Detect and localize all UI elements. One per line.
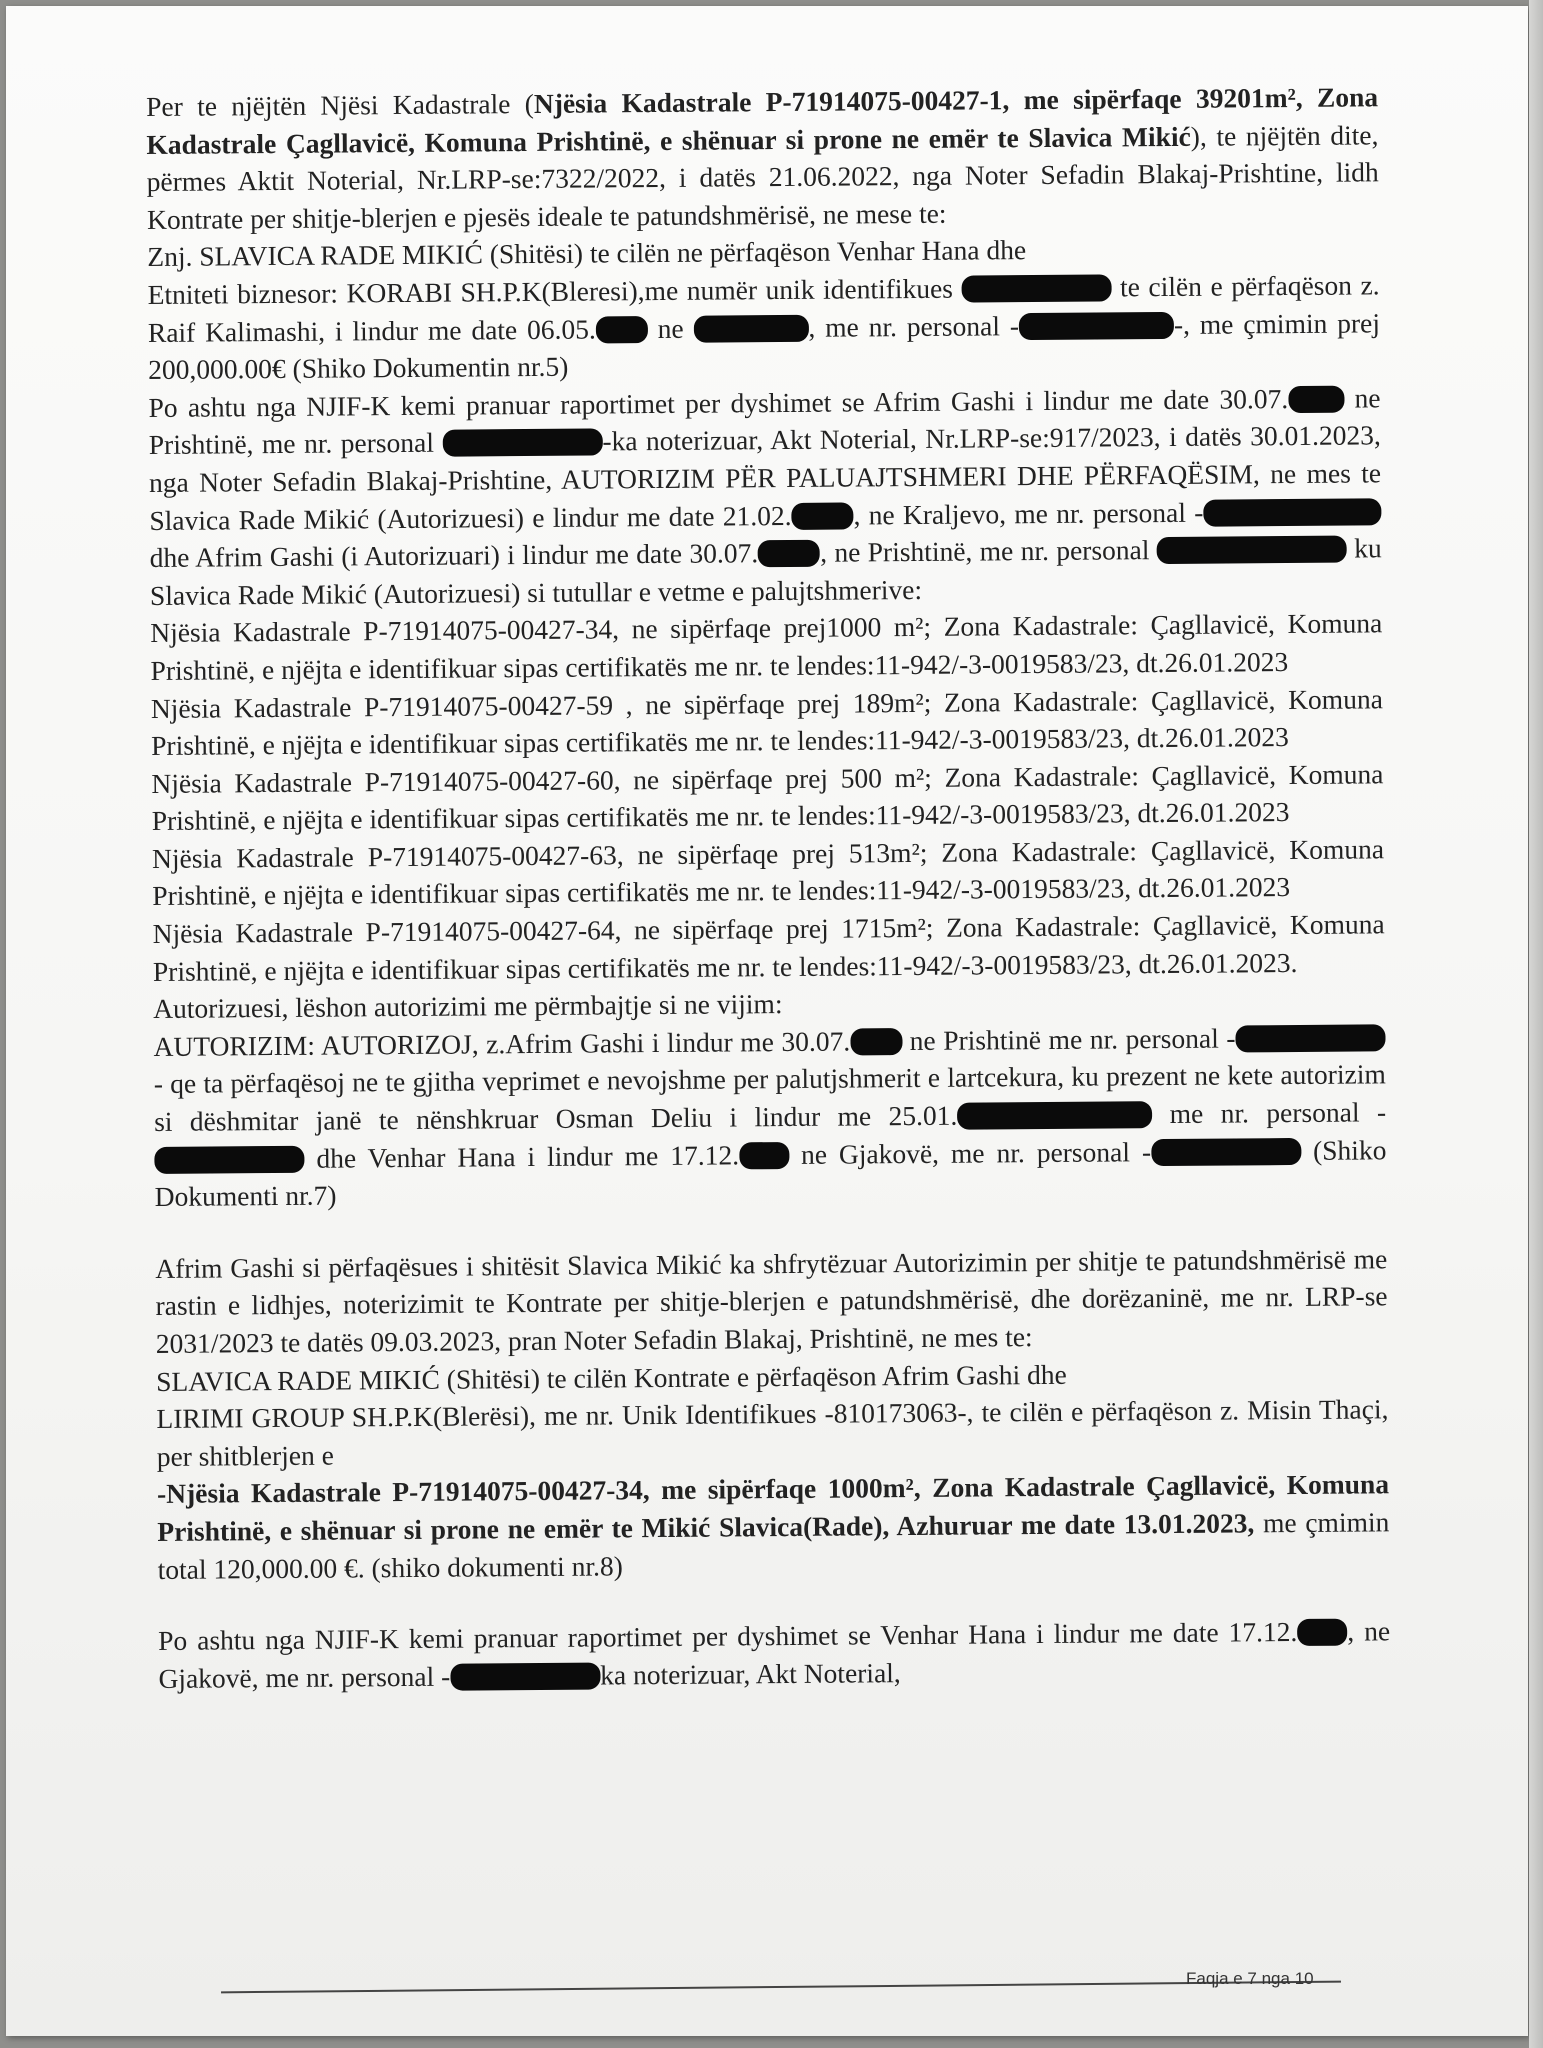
text-run: me çmimin total 120,000.00 €. (shiko dokumenti nr.8): [157, 1506, 1390, 1585]
text-run: Etniteti biznesor: KORABI SH.P.K(Bleresi),me numër unik identifikues: [147, 272, 962, 310]
text-run: , ne Prishtinë, me nr. personal: [820, 534, 1157, 568]
page-number: Faqja e 7 nga 10: [1186, 1969, 1314, 1988]
text-run: Njësia Kadastrale P-71914075-00427-34, ne sipërfaqe prej1000 m²; Zona Kadastrale: Çagllavicë, Komuna Prishtinë, e njëjta e identifikuar sipas certifikatës me nr. te lendes:11-942/-3-0019583/23, dt.26.01.2023: [150, 607, 1383, 686]
text-run: Po ashtu nga NJIF-K kemi pranuar raportimet per dyshimet se Venhar Hana i lindur me date 17.12.: [158, 1616, 1298, 1657]
text-run: ka noterizuar, Akt Noterial,: [600, 1656, 901, 1691]
paragraph: [146, 78, 1379, 238]
redaction-mark: [957, 1101, 1152, 1130]
text-run: Njësia Kadastrale P-71914075-00427-64, ne sipërfaqe prej 1715m²; Zona Kadastrale: Çagllavicë, Komuna Prishtinë, e njëjta e identifikuar sipas certifikatës me nr. te lendes:11-942/-3-0019583/23, dt.26.01.2023.: [152, 908, 1385, 987]
text-run: Po ashtu nga NJIF-K kemi pranuar raportimet per dyshimet se Afrim Gashi i lindur me date 30.07.: [148, 382, 1289, 423]
document-body: [146, 78, 1391, 1697]
text-run: , me nr. personal -: [808, 309, 1020, 343]
page-edge: [1529, 0, 1543, 2048]
text-run: ku Slavica Rade Mikić (Autorizuesi) si tutullar e vetme e palujtshmerive:: [149, 532, 1382, 611]
redaction-mark: [154, 1145, 304, 1173]
redaction-mark: [1297, 1619, 1347, 1646]
paragraph: [151, 755, 1384, 840]
redaction-mark: [961, 274, 1111, 302]
text-run: LIRIMI GROUP SH.P.K(Blerësi), me nr. Unik Identifikues -810173063-, te cilën e përfaqëson z. Misin Thaçi, per shitblerjen e: [156, 1393, 1389, 1472]
text-run: dhe Afrim Gashi (i Autorizuari) i lindur me date 30.07.: [149, 537, 759, 574]
redaction-mark: [850, 1028, 902, 1055]
paragraph: [153, 1018, 1386, 1216]
text-run: ne Prishtinë, me nr. personal: [148, 382, 1381, 461]
paragraph: [148, 379, 1382, 614]
text-run: ), te njëjtën dite, përmes Aktit Noterial, Nr.LRP-se:7322/2022, i datës 21.06.2022, nga Noter Sefadin Blakaj-Prishtine, lidh Kontrate per shitje-blerjen e pjesës ideale te patundshmërisë, ne mese te:: [146, 118, 1379, 235]
redaction-mark: [1235, 1024, 1385, 1052]
text-run: ne Prishtinë me nr. personal -: [902, 1022, 1236, 1056]
redaction-mark: [791, 502, 853, 529]
redaction-mark: [596, 316, 648, 343]
paragraph: [156, 1390, 1389, 1475]
paragraph: [158, 1612, 1391, 1697]
redaction-mark: [450, 1662, 600, 1690]
redaction-mark: [693, 314, 808, 342]
bold-text: -Njësia Kadastrale P-71914075-00427-34, me sipërfaqe 1000m², Zona Kadastrale Çagllavicë, Komuna Prishtinë, e shënuar si prone ne emër te Mikić Slavica(Rade), Azhuruar me date 13.01.2023,: [156, 1468, 1390, 1547]
text-run: -ka noterizuar, Akt Noterial, Nr.LRP-se:917/2023, i datës 30.01.2023, nga Noter Sefadin Blakaj-Prishtine, AUTORIZIM PËR PALUAJTSHMERI DHE PËRFAQËSIM, ne mes te Slavica Rade Mikić (Autorizuesi) e lindur me date 21.02.: [148, 419, 1382, 536]
text-run: Per te njëjtën Njësi Kadastrale (: [146, 87, 535, 122]
redaction-mark: [758, 540, 820, 567]
text-run: - qe ta përfaqësoj ne te gjitha veprimet e nevojshme per palutjshmerit e lartcekura, ku prezent ne kete autorizim si dëshmitar janë te nënshkruar Osman Deliu i lindur me 25.01.: [153, 1058, 1386, 1137]
redaction-mark: [442, 429, 602, 457]
redaction-mark: [1151, 1138, 1301, 1166]
redaction-mark: [1157, 536, 1347, 564]
redaction-mark: [1288, 385, 1344, 412]
paragraph: [157, 1466, 1390, 1588]
bold-text: Njësia Kadastrale P-71914075-00427-1, me sipërfaqe 39201m², Zona Kadastrale Çagllavicë, Komuna Prishtinë, e shënuar si prone ne emër te Slavica Mikić: [146, 81, 1379, 160]
text-run: , ne Gjakovë, me nr. personal -: [158, 1615, 1391, 1694]
text-run: , ne Kraljevo, me nr. personal -: [853, 496, 1204, 530]
paragraph: [147, 266, 1380, 388]
paragraph: [152, 830, 1385, 915]
text-run: SLAVICA RADE MIKIĆ (Shitësi) te cilën Kontrate e përfaqëson Afrim Gashi dhe: [156, 1358, 1067, 1397]
paragraph: [152, 905, 1385, 990]
paragraph: [151, 680, 1384, 765]
redaction-mark: [1019, 311, 1174, 339]
text-run: dhe Venhar Hana i lindur me 17.12.: [304, 1139, 740, 1174]
text-run: ne: [647, 312, 694, 344]
text-run: Njësia Kadastrale P-71914075-00427-63, ne sipërfaqe prej 513m²; Zona Kadastrale: Çagllavicë, Komuna Prishtinë, e njëjta e identifikuar sipas certifikatës me nr. te lendes:11-942/-3-0019583/23, dt.26.01.2023: [151, 833, 1385, 912]
text-run: AUTORIZIM: AUTORIZOJ, z.Afrim Gashi i lindur me 30.07.: [153, 1025, 851, 1062]
text-run: Njësia Kadastrale P-71914075-00427-59 , ne sipërfaqe prej 189m²; Zona Kadastrale: Çagllavicë, Komuna Prishtinë, e njëjta e identifikuar sipas certifikatës me nr. te lendes:11-942/-3-0019583/23, dt.26.01.2023: [150, 682, 1383, 762]
text-run: me nr. personal -: [1152, 1096, 1387, 1130]
footer-divider: [221, 1981, 1341, 1994]
paragraph: [150, 605, 1383, 690]
text-run: ne Gjakovë, me nr. personal -: [788, 1135, 1152, 1170]
text-run: Njësia Kadastrale P-71914075-00427-60, ne sipërfaqe prej 500 m²; Zona Kadastrale: Çagllavicë, Komuna Prishtinë, e njëjta e identifikuar sipas certifikatës me nr. te lendes:11-942/-3-0019583/23, dt.26.01.2023: [151, 757, 1384, 837]
text-run: te cilën e përfaqëson z. Raif Kalimashi, i lindur me date 06.05.: [147, 269, 1380, 348]
redaction-mark: [1203, 498, 1381, 526]
text-run: (Shiko Dokumenti nr.7): [154, 1133, 1387, 1213]
text-run: Afrim Gashi si përfaqësues i shitësit Slavica Mikić ka shfrytëzuar Autorizimin per shitje te patundshmërisë me rastin e lidhjes, noterizimit te Kontrate per shitje-blerjen e patundshmërisë, dhe dorëzaninë, me nr. LRP-se 2031/2023 te datës 09.03.2023, pran Noter Sefadin Blakaj, Prishtinë, ne mes te:: [155, 1243, 1388, 1359]
document-page: [6, 6, 1528, 2036]
redaction-mark: [739, 1142, 789, 1169]
paragraph: [155, 1240, 1388, 1362]
text-run: Znj. SLAVICA RADE MIKIĆ (Shitësi) te cilën ne përfaqëson Venhar Hana dhe: [147, 234, 1027, 273]
text-run: -, me çmimin prej 200,000.00€ (Shiko Dokumentin nr.5): [148, 306, 1381, 386]
text-run: Autorizuesi, lëshon autorizimi me përmbajtje si ne vijim:: [153, 988, 783, 1025]
